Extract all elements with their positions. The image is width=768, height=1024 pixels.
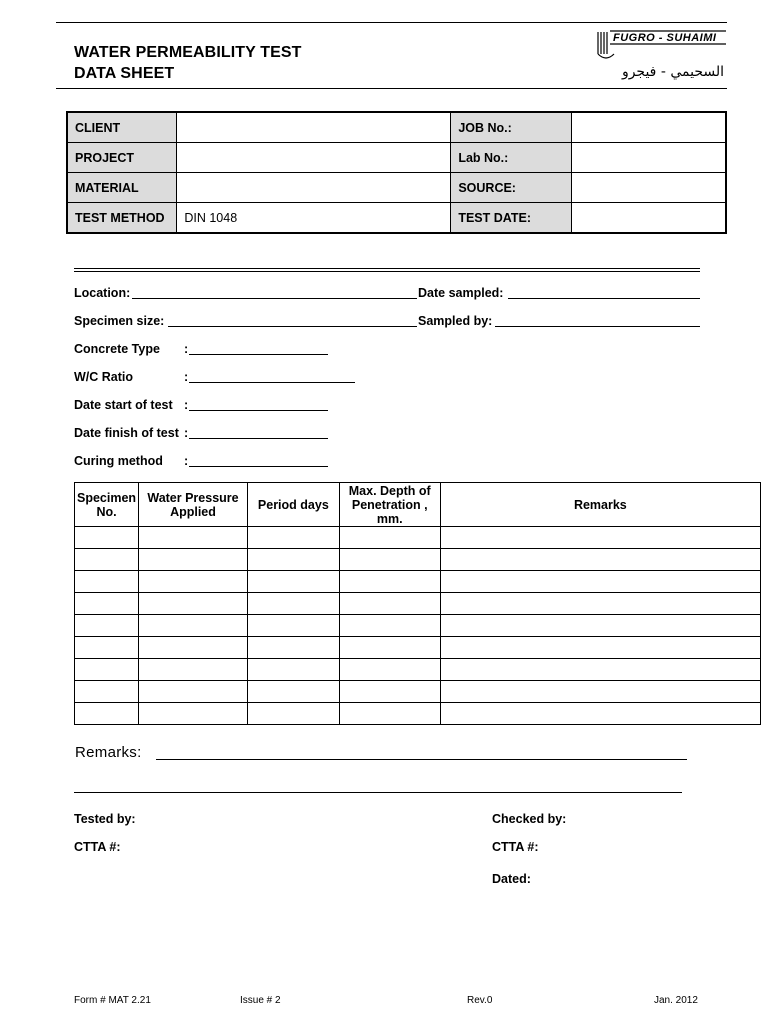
footer-date: Jan. 2012 [654,995,698,1006]
wc-ratio-colon: : [184,370,189,384]
info-row-test-method [67,203,726,234]
table-row [75,659,761,681]
water-pressure-cell[interactable] [139,527,248,549]
table-row [75,681,761,703]
col-header-remarks: Remarks [440,483,760,527]
max-depth-cell[interactable] [339,681,440,703]
section-divider [74,268,700,272]
company-logo [596,28,728,84]
table-row [75,527,761,549]
date-sampled-label: Date sampled: [418,286,504,300]
period-days-cell[interactable] [247,703,339,725]
max-depth-cell[interactable] [339,637,440,659]
specimen-cell[interactable] [75,593,139,615]
specimen-cell[interactable] [75,615,139,637]
specimen-cell[interactable] [75,659,139,681]
period-days-cell[interactable] [247,659,339,681]
location-label: Location: [74,286,131,300]
tested-by-label: Tested by: [74,812,136,826]
remarks-cell[interactable] [440,615,760,637]
date-finish-colon: : [184,426,189,440]
date-finish-field[interactable] [189,438,328,439]
curing-method-colon: : [184,454,189,468]
source-field[interactable] [572,173,726,203]
period-days-cell[interactable] [247,681,339,703]
col-header-specimen: Specimen No. [75,483,139,527]
max-depth-cell[interactable] [339,593,440,615]
ctta-left-label: CTTA #: [74,840,121,854]
col-header-max-depth: Max. Depth of Penetration , mm. [339,483,440,527]
job-no-label: JOB No.: [451,112,572,143]
concrete-type-colon: : [184,342,189,356]
client-label: CLIENT [67,112,177,143]
sampled-by-field[interactable] [495,326,700,327]
wc-ratio-label: W/C Ratio [74,370,134,384]
wc-ratio-field[interactable] [189,382,355,383]
table-header-row [75,483,761,527]
svg-text:السحيمي - فيجرو: السحيمي - فيجرو [621,64,724,80]
header-bottom-rule [56,88,727,89]
max-depth-cell[interactable] [339,527,440,549]
remarks-cell[interactable] [440,593,760,615]
date-start-label: Date start of test [74,398,173,412]
specimen-cell[interactable] [75,571,139,593]
specimen-size-field[interactable] [168,326,417,327]
client-field[interactable] [177,112,451,143]
remarks-field-line1[interactable] [156,759,687,760]
table-row [75,549,761,571]
period-days-cell[interactable] [247,615,339,637]
max-depth-cell[interactable] [339,549,440,571]
footer-form-number: Form # MAT 2.21 [74,995,151,1006]
water-pressure-cell[interactable] [139,615,248,637]
ctta-right-label: CTTA #: [492,840,539,854]
lab-no-field[interactable] [572,143,726,173]
specimen-size-label: Specimen size: [74,314,165,328]
concrete-type-label: Concrete Type [74,342,160,356]
date-sampled-field[interactable] [508,298,700,299]
specimen-cell[interactable] [75,637,139,659]
water-pressure-cell[interactable] [139,571,248,593]
page-title-line1: WATER PERMEABILITY TEST [74,44,302,61]
remarks-cell[interactable] [440,703,760,725]
header-top-rule [56,22,727,23]
specimen-cell[interactable] [75,703,139,725]
concrete-type-field[interactable] [189,354,328,355]
project-info-table [66,111,727,234]
location-field[interactable] [132,298,417,299]
remarks-cell[interactable] [440,681,760,703]
specimen-cell[interactable] [75,527,139,549]
water-pressure-cell[interactable] [139,593,248,615]
checked-by-label: Checked by: [492,812,567,826]
material-field[interactable] [177,173,451,203]
info-row-client [67,112,726,143]
remarks-cell[interactable] [440,571,760,593]
test-date-label: TEST DATE: [451,203,572,234]
max-depth-cell[interactable] [339,615,440,637]
specimen-cell[interactable] [75,681,139,703]
job-no-field[interactable] [572,112,726,143]
period-days-cell[interactable] [247,637,339,659]
test-results-table [74,482,761,725]
remarks-cell[interactable] [440,527,760,549]
remarks-cell[interactable] [440,637,760,659]
water-pressure-cell[interactable] [139,659,248,681]
test-method-label: TEST METHOD [67,203,177,234]
svg-text:FUGRO - SUHAIMI: FUGRO - SUHAIMI [613,32,717,44]
page-title-line2: DATA SHEET [74,65,175,82]
date-start-colon: : [184,398,189,412]
period-days-cell[interactable] [247,549,339,571]
source-label: SOURCE: [451,173,572,203]
specimen-cell[interactable] [75,549,139,571]
table-row [75,637,761,659]
col-header-water-pressure: Water Pressure Applied [139,483,248,527]
remarks-field-line2[interactable] [74,792,682,793]
footer-revision: Rev.0 [467,995,493,1006]
dated-label: Dated: [492,872,531,886]
info-row-material [67,173,726,203]
max-depth-cell[interactable] [339,659,440,681]
water-pressure-cell[interactable] [139,637,248,659]
remarks-label: Remarks: [75,744,142,761]
max-depth-cell[interactable] [339,571,440,593]
footer-issue: Issue # 2 [240,995,281,1006]
remarks-cell[interactable] [440,659,760,681]
water-pressure-cell[interactable] [139,681,248,703]
curing-method-label: Curing method [74,454,163,468]
table-row [75,571,761,593]
table-row [75,615,761,637]
period-days-cell[interactable] [247,527,339,549]
project-label: PROJECT [67,143,177,173]
lab-no-label: Lab No.: [451,143,572,173]
remarks-cell[interactable] [440,549,760,571]
curing-method-field[interactable] [189,466,328,467]
period-days-cell[interactable] [247,593,339,615]
info-row-project [67,143,726,173]
test-method-field[interactable]: DIN 1048 [177,203,451,234]
table-row [75,703,761,725]
project-field[interactable] [177,143,451,173]
material-label: MATERIAL [67,173,177,203]
max-depth-cell[interactable] [339,703,440,725]
date-start-field[interactable] [189,410,328,411]
test-date-field[interactable] [572,203,726,234]
sampled-by-label: Sampled by: [418,314,493,328]
table-row [75,593,761,615]
water-pressure-cell[interactable] [139,703,248,725]
col-header-period-days: Period days [247,483,339,527]
date-finish-label: Date finish of test [74,426,179,440]
water-pressure-cell[interactable] [139,549,248,571]
period-days-cell[interactable] [247,571,339,593]
